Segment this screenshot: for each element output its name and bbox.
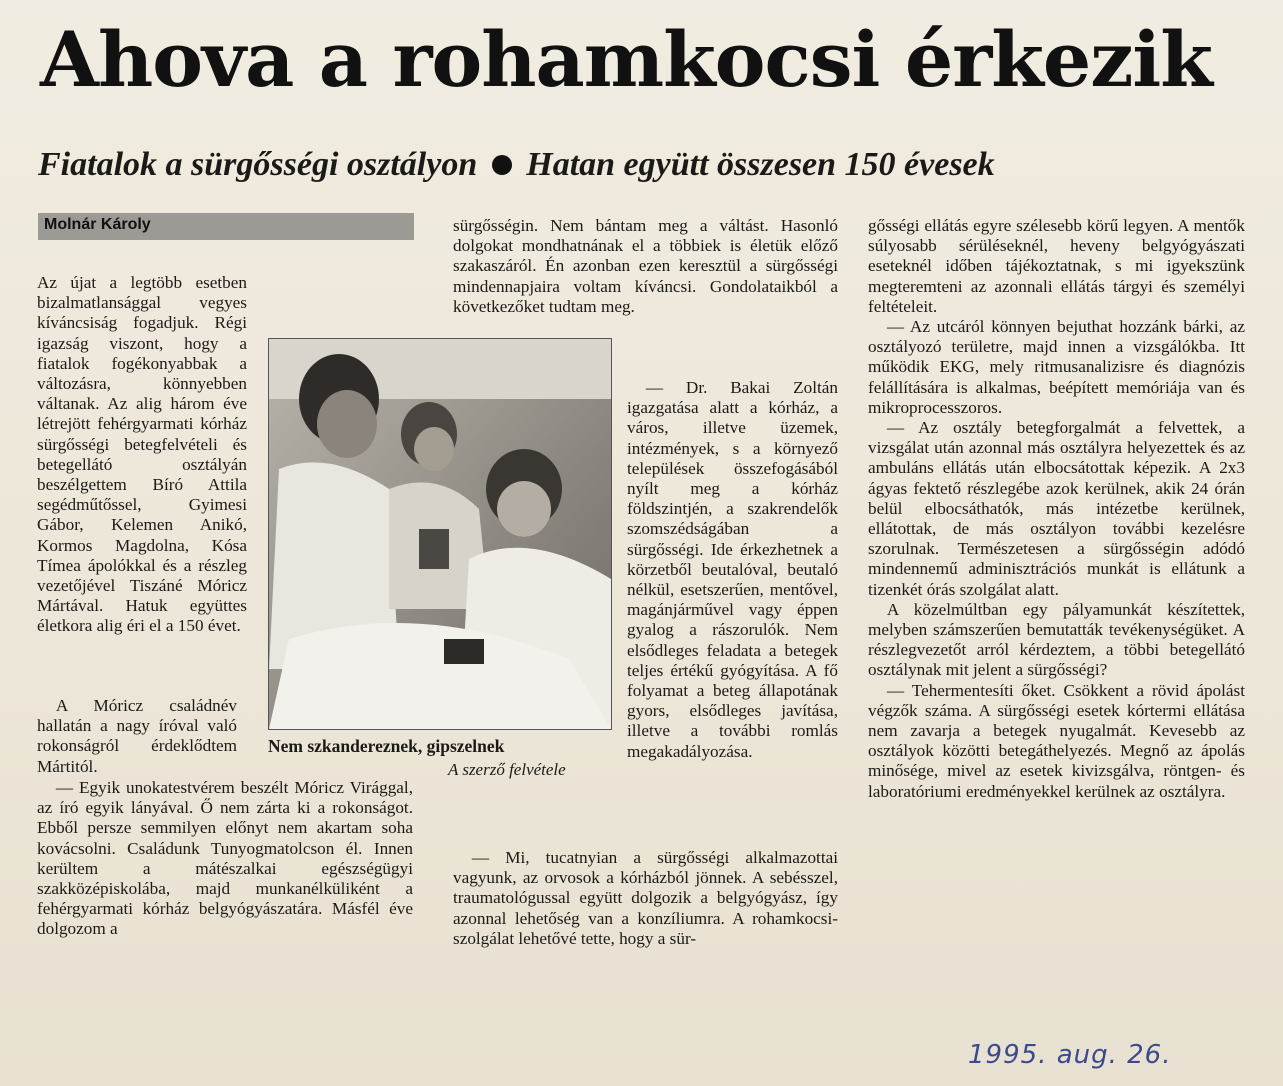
bullet-dot-icon [492, 155, 512, 175]
author-name: Molnár Károly [44, 216, 151, 233]
paragraph: — Mi, tucatnyian a sürgősségi alkalmazottai vagyunk, az orvosok a kórházból jönnek. A sebésszel, traumatológussal együtt dolgozik a belgyógyász, így azonnal lehetőség van a konzíliumra. A rohamkocsi-szolgálat lehetővé tette, hogy a sür- [453, 848, 838, 948]
photo-credit: A szerző felvétele [448, 760, 566, 779]
paragraph: — Az osztály betegforgalmát a felvettek, a vizsgálat után azonnal más osztályra helyezettek és az ambuláns ellátás után elbocsátottak képezik. A 2x3 ágyas fektető részlegébe azok kerülnek, akik 24 órán belül elbocsáthatók, más intézetbe kerülnek, ellátottak, de más osztályon további kezelésre szorulnak. Természetesen a sürgősségin adódó mindennemű adminisztrációs munkát is ellátunk a tizenkét órás szolgálat alatt. [868, 418, 1245, 599]
paragraph: gősségi ellátás egyre szélesebb körű legyen. A mentők súlyosabb sérüléseknél, heveny belgyógyászati eseteknél időben tájékoztatnak, s mi igyekszünk megteremteni az azonnali ellátás tárgyi és személyi feltételeit. [868, 216, 1245, 316]
column-1 [37, 273, 247, 637]
paragraph: — Tehermentesíti őket. Csökkent a rövid ápolást végzők száma. A sürgősségi esetek kórtermi ellátása nem zavarja a betegek nyugalmát. Kevesebb az osztályok közötti betegáthelyezés. Megnő az ápolás minősége, mivel az esetek kivizsgálva, röntgen- és laboratóriumi eredményekkel kerülnek az osztályra. [868, 680, 1245, 801]
subtitle-part-2: Hatan együtt összesen 150 évesek [526, 146, 995, 183]
column-1-bottom [37, 778, 413, 940]
news-photo [268, 338, 612, 730]
paragraph: Az újat a legtöbb esetben bizalmatlansággal vegyes kíváncsiság fogadjuk. Régi igazság viszont, hogy a fiatalok fogékonyabbak a változásra, könnyebben váltanak. Az alig három éve létrejött fehérgyarmati kórház sürgősségi betegfelvételi és betegellátó osztályán beszélgettem Bíró Attila segédműtőssel, Gyimesi Gábor, Kelemen Anikó, Kormos Magdolna, Kósa Tímea ápolókkal és a részleg vezetőjével Tiszáné Móricz Mártával. Hatuk együttes életkora alig éri el a 150 évet. [37, 273, 247, 636]
paragraph: A Móricz családnév hallatán a nagy íróval való rokonságról érdeklődtem Mártitól. [37, 696, 237, 776]
column-2 [627, 378, 838, 762]
paragraph: — Az utcáról könnyen bejuthat hozzánk bárki, az osztályozó területre, majd innen a vizsgálókba. Itt működik EKG, mely ritmusanalizisre és diagnózis felállítására is alkalmas, beépített memóriája van és mikroprocesszoros. [868, 317, 1245, 417]
byline-bar [38, 213, 414, 240]
paragraph: sürgősségin. Nem bántam meg a váltást. Hasonló dolgokat mondhatnának el a többiek is életük előző szakaszáról. Én azonban ezen keresztül a sürgősségi mindennapjaira voltam kíváncsi. Gondolataikból a következőket tudtam meg. [453, 216, 838, 316]
column-1-continued [37, 696, 237, 777]
column-3 [868, 216, 1245, 802]
paragraph: — Dr. Bakai Zoltán igazgatása alatt a kórház, a város, illetve üzemek, intézmények, s a környező települések összefogásából nyílt meg a kórház földszintjén, a szakrendelők szomszédságában a sürgősségi. Ide érkezhetnek a körzetből beutalóval, beutaló nélkül, esetszerűen, mentővel, magánjárművel vagy éppen gyalog a rászorulók. Nem elsődleges feladata a betegek teljes értékű gyógyítása. A fő folyamat a beteg állapotának gyors, elsődleges javítása, illetve a további romlás megakadályozása. [627, 378, 838, 761]
subtitle [38, 146, 1258, 184]
column-2-bottom [453, 848, 838, 949]
column-2-top [453, 216, 838, 317]
handwritten-date: 1995. aug. 26. [968, 1040, 1172, 1070]
photo-caption: Nem szkandereznek, gipszelnek [268, 736, 505, 756]
paragraph: A közelmúltban egy pályamunkát készítettek, melyben számszerűen bemutatták tevékenységüket. A részlegvezetőt arról kérdeztem, a többi betegellátó osztálynak mit jelent a sürgősségi? [868, 599, 1245, 680]
headline: Ahova a rohamkocsi érkezik [40, 15, 1212, 104]
paragraph: — Egyik unokatestvérem beszélt Móricz Virággal, az író egyik lányával. Ő nem zárta ki a rokonságot. Ebből persze semmilyen előnyt nem akartam soha kovácsolni. Családunk Tunyogmatolcson él. Innen kerültem a mátészalkai egészségügyi szakközépiskolába, majd munkanélküliként a fehérgyarmati kórház belgyógyászatára. Másfél éve dolgozom a [37, 778, 413, 939]
subtitle-part-1: Fiatalok a sürgősségi osztályon [38, 146, 478, 183]
photo-image [269, 339, 611, 729]
